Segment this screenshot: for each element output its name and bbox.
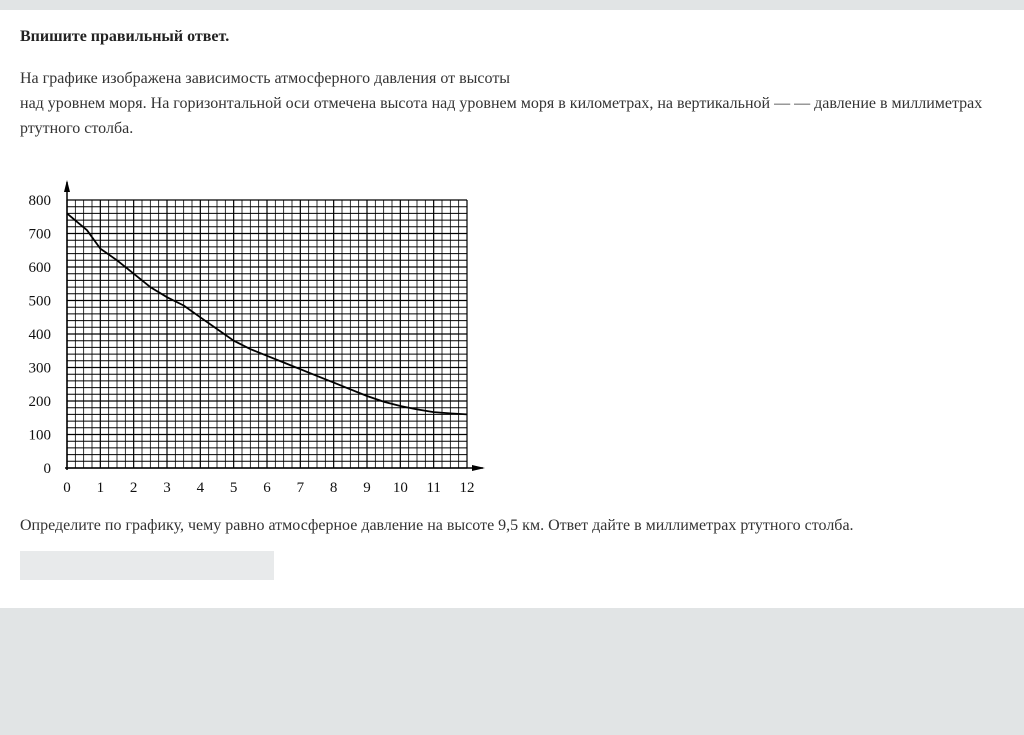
x-tick-label: 10 <box>392 480 408 496</box>
problem-line-1: На графике изображена зависимость атмосферного давления от высоты <box>20 70 511 87</box>
top-strip <box>0 0 1024 10</box>
x-tick-label: 1 <box>96 480 105 496</box>
x-tick-label: 3 <box>163 480 171 496</box>
x-tick-label: 11 <box>426 480 441 496</box>
x-tick-label: 9 <box>363 480 371 496</box>
y-tick-label: 200 <box>28 394 51 410</box>
y-tick-label: 800 <box>28 193 51 209</box>
y-axis-arrow <box>64 180 70 192</box>
x-tick-label: 5 <box>229 480 238 496</box>
y-tick-label: 300 <box>28 360 51 377</box>
y-tick-label: 0 <box>43 461 51 477</box>
y-tick-label: 600 <box>28 260 51 276</box>
pressure-chart <box>20 170 500 510</box>
chart-svg <box>20 170 500 505</box>
y-tick-label: 500 <box>28 293 51 310</box>
question-text: Определите по графику, чему равно атмосферное давление на высоте 9,5 км. Ответ дайте в миллиметрах ртутного столба. <box>20 517 854 534</box>
y-tick-label: 100 <box>28 427 51 444</box>
y-tick-label: 700 <box>28 226 51 243</box>
problem-line-2: над уровнем моря. На горизонтальной оси отмечена высота над уровнем моря в километрах, на вертикальной — — давление в миллиметрах ртутного столба. <box>20 95 983 137</box>
x-tick-label: 4 <box>196 480 205 496</box>
x-tick-label: 2 <box>129 480 138 496</box>
x-axis-arrow <box>472 465 485 471</box>
x-tick-label: 6 <box>263 480 271 496</box>
x-tick-label: 12 <box>459 480 475 496</box>
task-instruction: Впишите правильный ответ. <box>20 28 230 45</box>
x-tick-label: 8 <box>329 480 338 496</box>
x-tick-label: 0 <box>63 480 71 496</box>
task-card <box>0 10 1024 608</box>
problem-text <box>20 66 1015 141</box>
x-tick-label: 7 <box>296 480 305 496</box>
y-tick-label: 400 <box>28 327 51 343</box>
answer-input[interactable] <box>20 551 274 580</box>
